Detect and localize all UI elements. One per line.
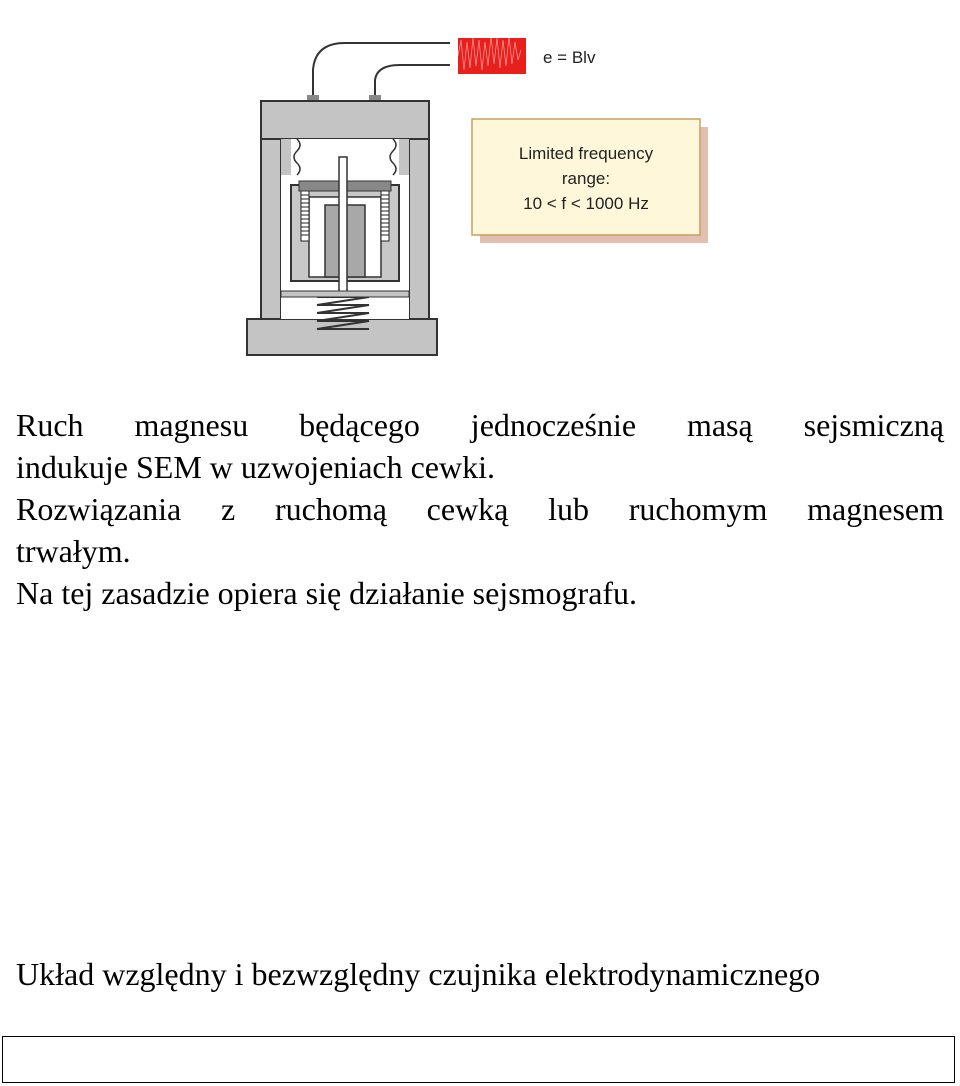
- paragraph-1: [16, 404, 944, 446]
- p3-line: Na tej zasadzie opiera się działanie sejsmografu.: [16, 575, 638, 611]
- paragraph-2b: [16, 530, 944, 572]
- figure-caption: Układ względny i bezwzględny czujnika elektrodynamicznego: [16, 956, 821, 992]
- p2-line1: Rozwiązania z ruchomą cewką lub ruchomym magnesem: [16, 491, 944, 527]
- sensor-housing: [247, 95, 437, 355]
- empty-box: [2, 1036, 955, 1083]
- paragraph-1b: [16, 446, 944, 488]
- paragraph-2: [16, 488, 944, 530]
- p1-line2: indukuje SEM w uzwojeniach cewki.: [16, 449, 495, 485]
- paragraph-3: [16, 572, 944, 614]
- freq-box-line3: 10 < f < 1000 Hz: [523, 194, 649, 213]
- p1-line1: Ruch magnesu będącego jednocześnie masą sejsmiczną: [16, 407, 944, 443]
- p2-line2: trwałym.: [16, 533, 131, 569]
- emf-formula: e = Blv: [543, 48, 596, 67]
- freq-box-line2: range:: [561, 169, 611, 188]
- freq-box-line1: Limited frequency: [518, 144, 654, 163]
- seismic-sensor-diagram: [225, 25, 740, 365]
- wire-right: [375, 65, 450, 95]
